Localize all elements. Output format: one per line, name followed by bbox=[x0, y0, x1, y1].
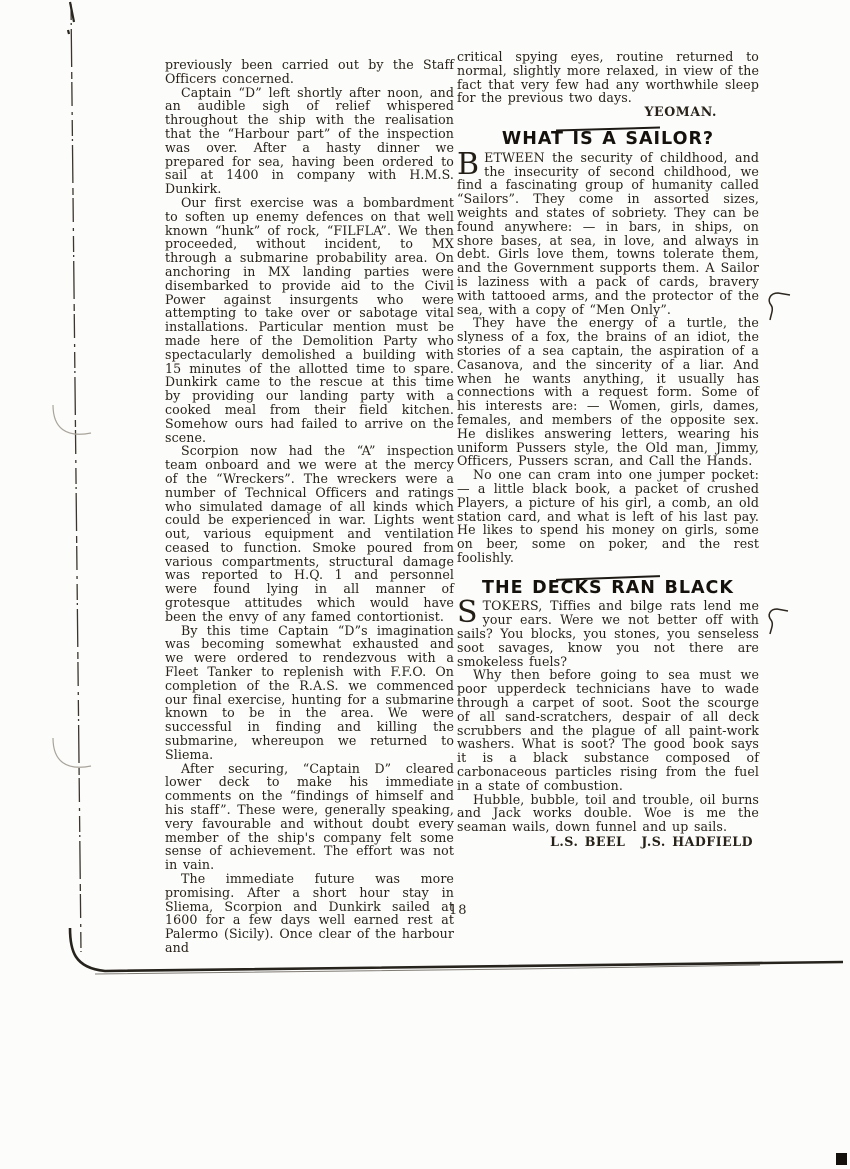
drop-cap: B bbox=[457, 146, 480, 182]
right-column bbox=[457, 50, 759, 849]
signature-row bbox=[457, 835, 759, 849]
punch-curve-lower bbox=[53, 738, 91, 767]
paragraph: Scorpion now had the “A” inspection team onboard and we were at the mercy of the “Wreckers”. The wreckers were a number of Technical Officers and ratings who simulated damage of all kinds which could be experienced in war. Lights went out, various equipment and ventilation ceased to function. Smoke poured from various compartments, structural damage was reported to H.Q. 1 and personnel were found lying in all manner of grotesque attitudes which would have been the envy of any famed contortionist. bbox=[165, 443, 454, 624]
paragraph: By this time Captain “D”s imagination was becoming somewhat exhausted and we were ordered to rendezvous with a Fleet Tanker to replenish with F.F.O. On completion of the R.A.S. we commenced our final exercise, hunting for a submarine known to be in the area. We were successful in finding and killing the submarine, whereupon we returned to Sliema. bbox=[165, 622, 454, 762]
paragraph: Captain “D” left shortly after noon, and an audible sigh of relief whispered throughout the ship with the realisation that the “Harbour part” of the inspection was over. After a hasty dinner we prepared for sea, having been ordered to sail at 1400 in company with H.M.S. Dunkirk. bbox=[165, 84, 454, 197]
paragraph: No one can cram into one jumper pocket: — a little black book, a packet of crushed Players, a picture of his girl, a comb, an old station card, and what is left of his last pay. He likes to spend his money on girls, some on beer, some on poker, and the rest foolishly. bbox=[457, 467, 759, 565]
paragraph: Our first exercise was a bombardment to soften up enemy defences on that well known “hunk” of rock, “FILFLA”. We then proceeded, without incident, to MX through a submarine probability area. On anchoring in MX landing parties were disembarked to provide aid to the Civil Power against insurgents who were attempting to take over or sabotage vital installations. Particular mention must be made here of the Demolition Party who spectacularly demolished a building with 15 minutes of the allotted time to spare. Dunkirk came to the rescue at this time by providing our landing party with a cooked meal from their field kitchen. Somehow ours had failed to arrive on the scene. bbox=[165, 194, 454, 445]
paragraph: The immediate future was more promising. After a short hour stay in Sliema, Scorpion and Dunkirk sailed at 1600 for a few days well earned rest at Palermo (Sicily). Once clear of the harbour and bbox=[165, 871, 454, 955]
binding-edge-line bbox=[71, 4, 81, 952]
signature-yeoman: YEOMAN. bbox=[644, 104, 717, 120]
section-the-decks-ran-black bbox=[457, 577, 759, 849]
signature: L.S. BEEL bbox=[550, 834, 626, 850]
binding-edge-top-mark bbox=[68, 2, 74, 34]
section-heading: THE DECKS RAN BLACK bbox=[482, 577, 734, 598]
page-number: 18 bbox=[449, 903, 468, 918]
paragraph: After securing, “Captain D” cleared lower deck to make his immediate comments on the “findings of himself and his staff”. These were, generally speaking, very favourable and without doubt every member of the ship's company felt some sense of achievement. The effort was not in vain. bbox=[165, 760, 454, 873]
signature: J.S. HADFIELD bbox=[641, 834, 753, 850]
margin-pen-mark-upper bbox=[769, 293, 790, 320]
intro-continuation bbox=[457, 50, 759, 105]
section-body bbox=[457, 595, 759, 835]
section-what-is-a-sailor bbox=[457, 128, 759, 565]
corner-printers-mark bbox=[836, 1153, 847, 1165]
paragraph: previously been carried out by the Staff Officers concerned. bbox=[165, 57, 454, 86]
paragraph: critical spying eyes, routine returned to normal, slightly more relaxed, in view of the fact that very few had any worthwhile sleep for the previous two days. bbox=[457, 49, 759, 106]
section-body bbox=[457, 146, 759, 565]
paragraph: They have the energy of a turtle, the slyness of a fox, the brains of an idiot, the stories of a sea captain, the aspiration of a Casanova, and the sincerity of a liar. And when he wants anything, it usually has connections with a request form. Some of his interests are: — Women, girls, dames, females, and members of the opposite sex. He dislikes answering letters, wearing his uniform Pussers style, the Old man, Jimmy, Officers, Pussers scran, and Call the Hands. bbox=[457, 315, 759, 469]
paragraph: BETWEEN the security of childhood, and the insecurity of second childhood, we find a fascinating group of humanity called “Sailors”. They come in assorted sizes, weights and states of sobriety. They can be found anywhere: — in bars, in ships, on shore bases, at sea, in love, and always in debt. Girls love them, towns tolerate them, and the Government supports them. A Sailor is laziness with a pack of cards, bravery with tattooed arms, and the protector of the sea, with a copy of “Men Only”. bbox=[457, 146, 759, 317]
paragraph: STOKERS, Tiffies and bilge rats lend me your ears. Were we not better off with sails? You blocks, you stones, you senseless soot savages, know you not there are smokeless fuels? bbox=[457, 595, 759, 669]
punch-curve-upper bbox=[53, 405, 91, 434]
drop-cap: S bbox=[457, 595, 478, 631]
margin-pen-mark-lower bbox=[769, 609, 788, 634]
paragraph: Hubble, bubble, toil and trouble, oil burns and Jack works double. Woe is me the seaman wails, down funnel and up sails. bbox=[457, 791, 759, 835]
left-column bbox=[165, 58, 454, 955]
paragraph: Why then before going to sea must we poor upperdeck technicians have to wade through a carpet of soot. Soot the scourge of all sand-scratchers, despair of all deck scrubbers and the plague of all paint-work washers. What is soot? The good book says it is a black substance composed of carbonaceous particles rising from the fuel in a state of combustion. bbox=[457, 667, 759, 793]
page-bottom-edge-shadow bbox=[95, 965, 760, 974]
section-heading: WHAT IS A SAILOR? bbox=[501, 128, 715, 149]
